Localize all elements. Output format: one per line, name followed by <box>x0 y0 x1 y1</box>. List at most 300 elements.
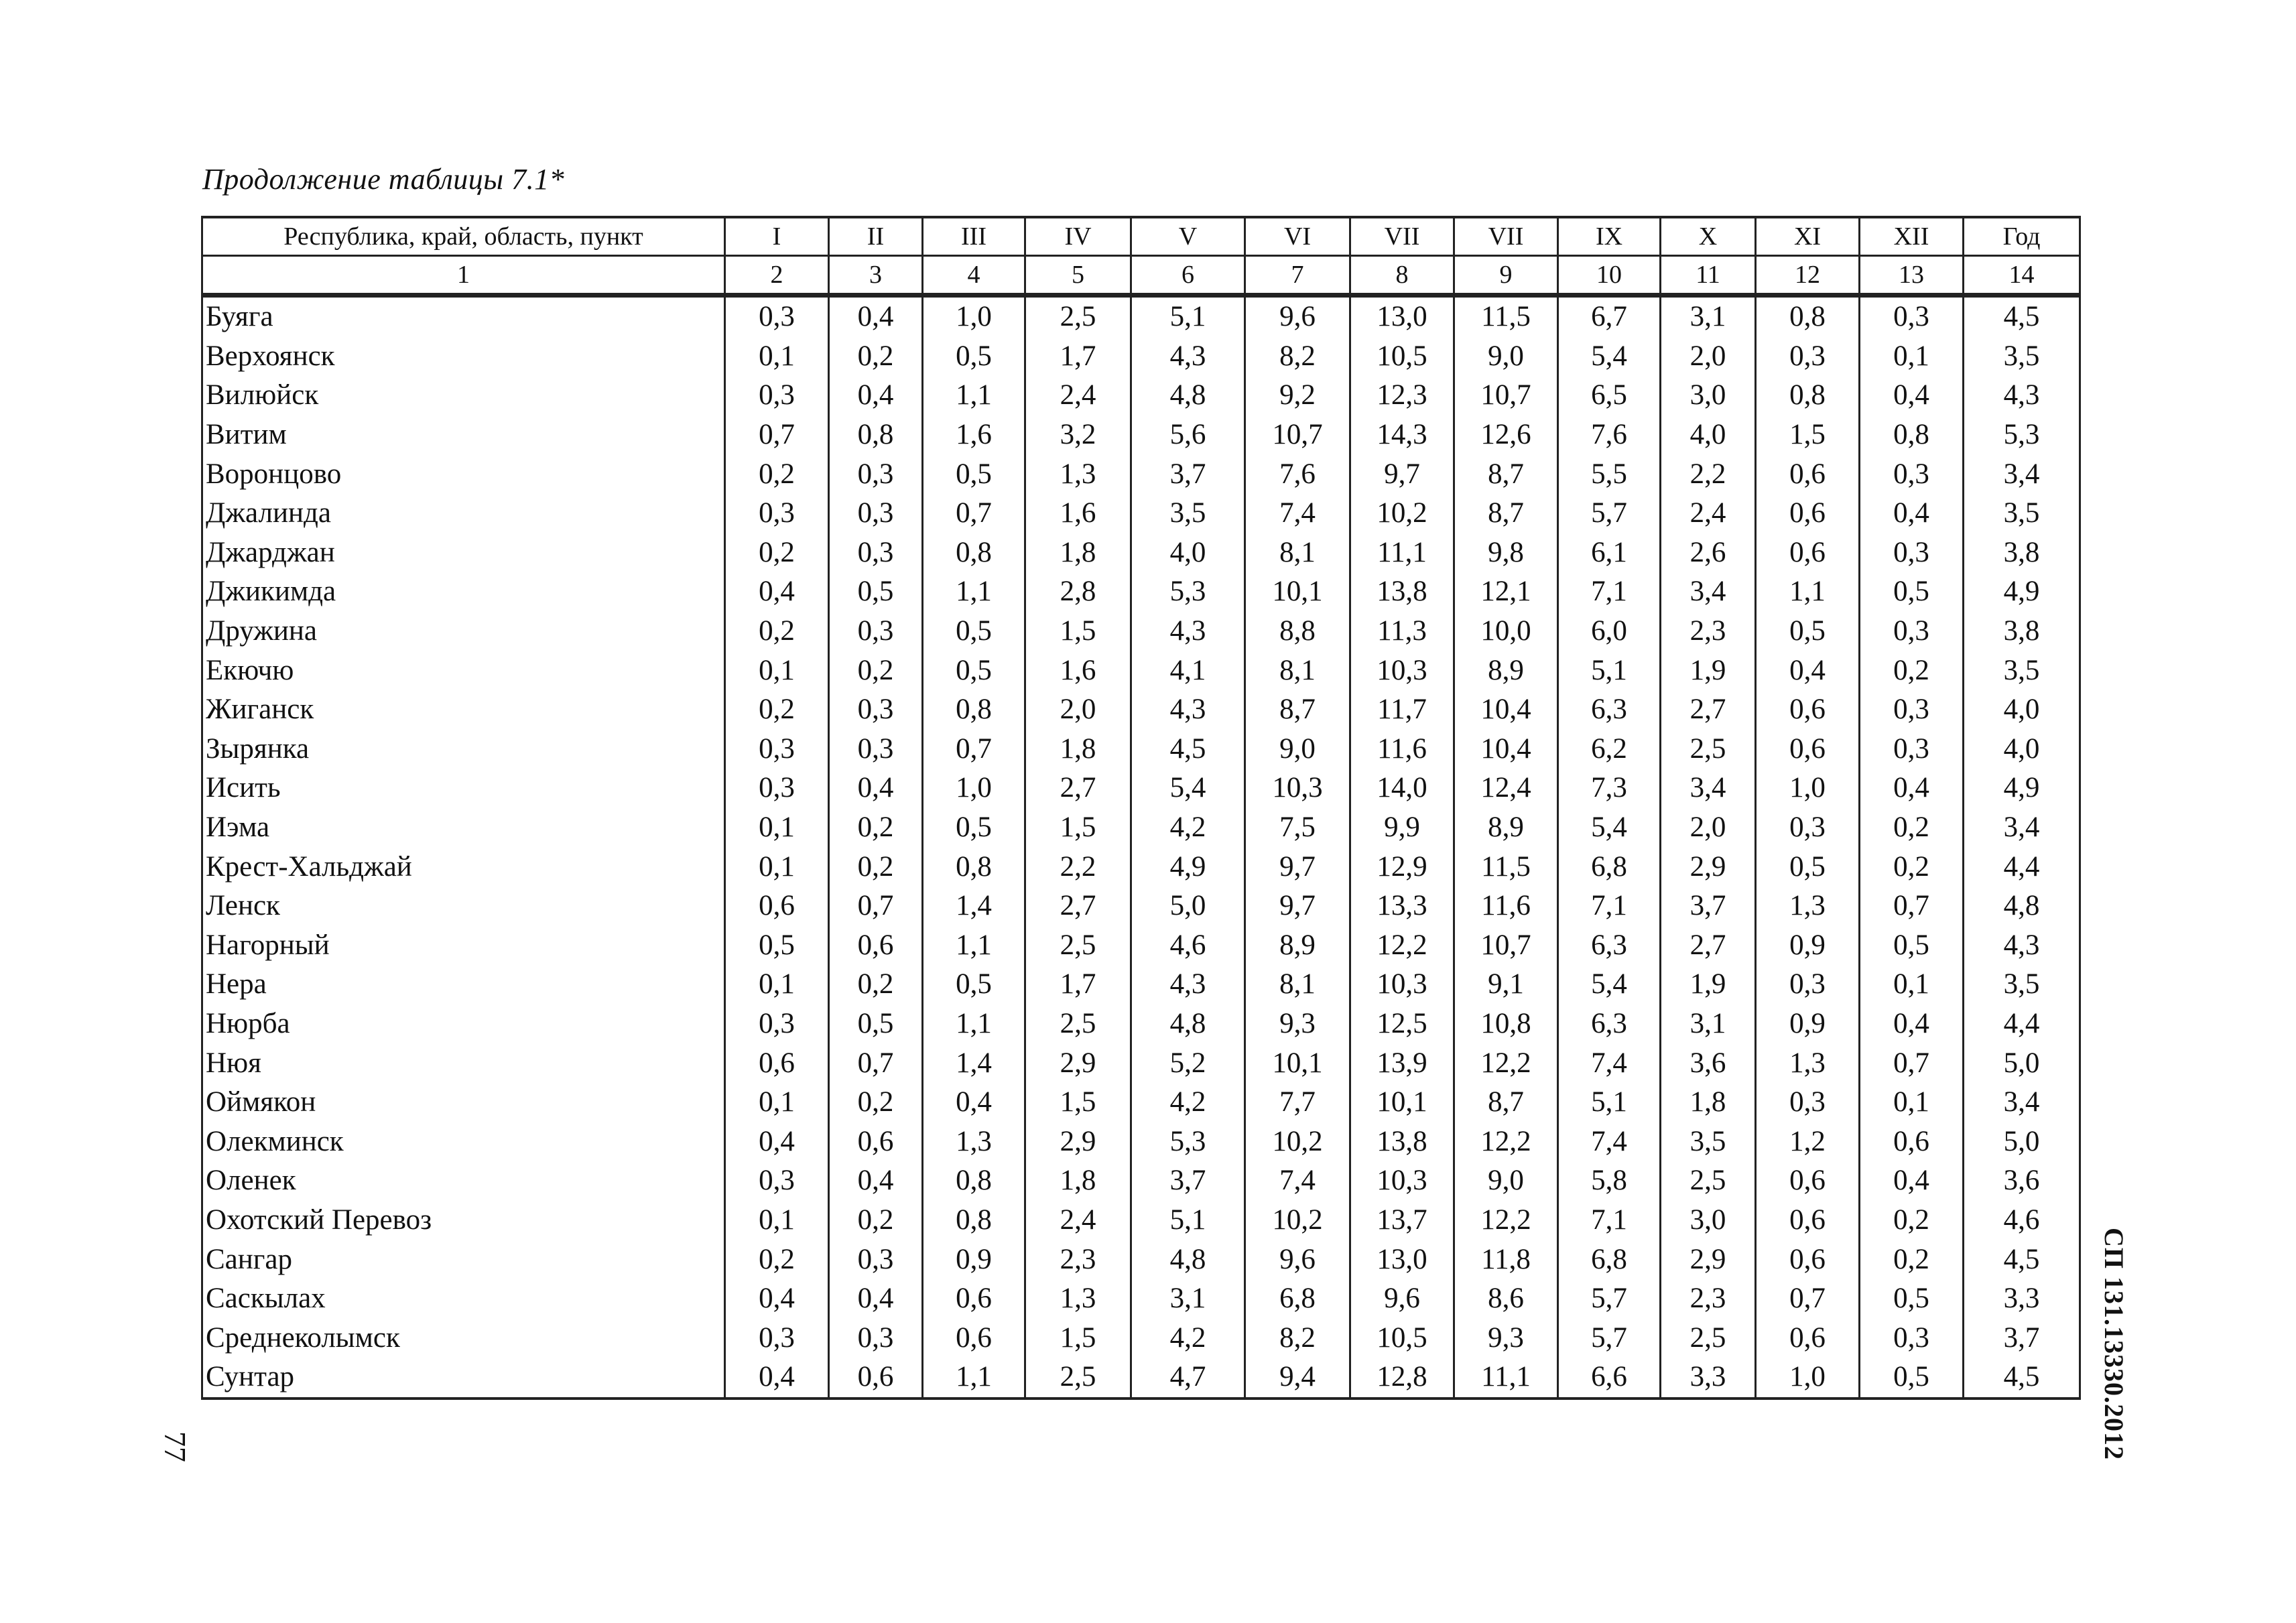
table-cell: 9,7 <box>1245 887 1350 926</box>
table-cell: 4,8 <box>1131 376 1245 415</box>
table-cell: 11,8 <box>1454 1240 1558 1279</box>
table-cell: 9,7 <box>1245 847 1350 887</box>
table-cell: 11,7 <box>1350 690 1454 730</box>
table-cell: 7,4 <box>1558 1122 1661 1161</box>
table-cell: 7,1 <box>1558 887 1661 926</box>
location-name: Сангар <box>202 1240 725 1279</box>
table-cell: 3,5 <box>1964 337 2080 377</box>
table-cell: 2,5 <box>1661 1161 1756 1201</box>
header-number-row <box>202 256 2080 296</box>
table-cell: 1,1 <box>923 926 1025 966</box>
table-cell: 0,4 <box>725 1279 829 1319</box>
table-cell: 5,1 <box>1131 1201 1245 1240</box>
location-name: Сунтар <box>202 1358 725 1399</box>
table-cell: 2,9 <box>1661 847 1756 887</box>
table-cell: 6,8 <box>1558 1240 1661 1279</box>
table-cell: 12,3 <box>1350 376 1454 415</box>
table-cell: 2,5 <box>1661 730 1756 769</box>
table-cell: 4,0 <box>1964 730 2080 769</box>
table-cell: 8,7 <box>1245 690 1350 730</box>
table-cell: 9,9 <box>1350 808 1454 848</box>
table-cell: 1,1 <box>923 1358 1025 1399</box>
location-name: Охотский Перевоз <box>202 1201 725 1240</box>
document-code: СП 131.13330.2012 <box>2099 1228 2129 1460</box>
table-cell: 0,3 <box>725 376 829 415</box>
table-cell: 0,5 <box>1860 572 1964 612</box>
table-cell: 0,3 <box>1860 296 1964 337</box>
table-cell: 9,7 <box>1350 454 1454 494</box>
table-cell: 2,0 <box>1661 808 1756 848</box>
table-row <box>202 1122 2080 1161</box>
table-cell: 6,7 <box>1558 296 1661 337</box>
column-number: 4 <box>923 256 1025 296</box>
column-header-month: V <box>1131 217 1245 256</box>
table-cell: 0,1 <box>725 808 829 848</box>
table-cell: 3,1 <box>1131 1279 1245 1319</box>
column-number: 9 <box>1454 256 1558 296</box>
table-cell: 0,4 <box>725 1358 829 1399</box>
column-header-month: X <box>1661 217 1756 256</box>
table-cell: 1,3 <box>1756 887 1860 926</box>
table-cell: 0,6 <box>1756 1240 1860 1279</box>
table-cell: 1,3 <box>923 1122 1025 1161</box>
table-cell: 0,8 <box>923 1161 1025 1201</box>
table-cell: 0,2 <box>829 1083 923 1122</box>
table-cell: 4,3 <box>1131 965 1245 1004</box>
table-cell: 3,5 <box>1964 494 2080 533</box>
table-cell: 0,3 <box>829 454 923 494</box>
table-row <box>202 415 2080 455</box>
location-name: Зырянка <box>202 730 725 769</box>
location-name: Верхоянск <box>202 337 725 377</box>
table-row <box>202 1201 2080 1240</box>
location-name: Ленск <box>202 887 725 926</box>
table-cell: 5,1 <box>1131 296 1245 337</box>
table-cell: 10,5 <box>1350 337 1454 377</box>
table-cell: 2,3 <box>1025 1240 1131 1279</box>
table-cell: 1,3 <box>1025 1279 1131 1319</box>
table-row <box>202 847 2080 887</box>
table-cell: 8,7 <box>1454 494 1558 533</box>
table-cell: 8,2 <box>1245 1318 1350 1358</box>
table-cell: 11,6 <box>1454 887 1558 926</box>
table-cell: 0,6 <box>1756 1318 1860 1358</box>
page-number: 77 <box>158 1431 192 1462</box>
table-cell: 4,3 <box>1964 926 2080 966</box>
table-cell: 3,2 <box>1025 415 1131 455</box>
table-cell: 0,2 <box>829 965 923 1004</box>
table-cell: 3,5 <box>1131 494 1245 533</box>
table-cell: 2,7 <box>1661 926 1756 966</box>
location-name: Среднеколымск <box>202 1318 725 1358</box>
table-cell: 0,6 <box>1860 1122 1964 1161</box>
table-cell: 11,1 <box>1454 1358 1558 1399</box>
table-cell: 10,3 <box>1350 651 1454 690</box>
table-cell: 0,7 <box>725 415 829 455</box>
table-cell: 0,6 <box>1756 1201 1860 1240</box>
table-cell: 1,5 <box>1025 1083 1131 1122</box>
table-cell: 4,5 <box>1964 1240 2080 1279</box>
table-cell: 4,8 <box>1964 887 2080 926</box>
table-cell: 5,4 <box>1131 769 1245 808</box>
table-cell: 0,6 <box>1756 730 1860 769</box>
table-cell: 12,9 <box>1350 847 1454 887</box>
table-cell: 3,1 <box>1661 296 1756 337</box>
table-cell: 0,5 <box>923 965 1025 1004</box>
table-cell: 8,9 <box>1245 926 1350 966</box>
table-cell: 14,3 <box>1350 415 1454 455</box>
table-cell: 0,4 <box>829 296 923 337</box>
location-name: Дружина <box>202 612 725 651</box>
table-row <box>202 376 2080 415</box>
table-cell: 4,0 <box>1661 415 1756 455</box>
table-cell: 0,2 <box>1860 847 1964 887</box>
table-cell: 7,1 <box>1558 572 1661 612</box>
column-number: 3 <box>829 256 923 296</box>
table-cell: 4,4 <box>1964 1004 2080 1044</box>
table-cell: 0,8 <box>923 690 1025 730</box>
table-cell: 2,9 <box>1025 1122 1131 1161</box>
table-row <box>202 1318 2080 1358</box>
table-row <box>202 887 2080 926</box>
table-cell: 5,2 <box>1131 1043 1245 1083</box>
location-name: Екючю <box>202 651 725 690</box>
table-cell: 0,4 <box>829 1161 923 1201</box>
table-cell: 5,0 <box>1964 1122 2080 1161</box>
column-header-month: II <box>829 217 923 256</box>
table-cell: 2,6 <box>1661 533 1756 573</box>
table-cell: 10,4 <box>1454 690 1558 730</box>
table-cell: 5,3 <box>1964 415 2080 455</box>
table-cell: 0,7 <box>829 1043 923 1083</box>
table-cell: 0,1 <box>1860 337 1964 377</box>
table-cell: 4,8 <box>1131 1240 1245 1279</box>
column-header-month: XI <box>1756 217 1860 256</box>
table-cell: 9,3 <box>1454 1318 1558 1358</box>
table-cell: 3,7 <box>1964 1318 2080 1358</box>
table-row <box>202 494 2080 533</box>
table-row <box>202 533 2080 573</box>
column-header-month: Год <box>1964 217 2080 256</box>
table-cell: 0,2 <box>725 690 829 730</box>
table-cell: 0,5 <box>923 651 1025 690</box>
table-cell: 4,0 <box>1131 533 1245 573</box>
column-number: 10 <box>1558 256 1661 296</box>
table-cell: 0,1 <box>725 337 829 377</box>
table-cell: 3,5 <box>1964 965 2080 1004</box>
table-cell: 0,6 <box>1756 454 1860 494</box>
table-cell: 6,3 <box>1558 690 1661 730</box>
table-cell: 0,2 <box>1860 1240 1964 1279</box>
table-cell: 8,7 <box>1454 454 1558 494</box>
location-name: Жиганск <box>202 690 725 730</box>
table-cell: 10,3 <box>1350 965 1454 1004</box>
table-cell: 1,5 <box>1025 808 1131 848</box>
location-name: Олекминск <box>202 1122 725 1161</box>
table-cell: 8,9 <box>1454 808 1558 848</box>
table-row <box>202 1161 2080 1201</box>
table-cell: 1,9 <box>1661 965 1756 1004</box>
table-cell: 3,4 <box>1964 454 2080 494</box>
table-cell: 0,9 <box>1756 1004 1860 1044</box>
table-cell: 0,5 <box>923 808 1025 848</box>
table-cell: 2,2 <box>1025 847 1131 887</box>
location-name: Оймякон <box>202 1083 725 1122</box>
table-cell: 10,1 <box>1245 572 1350 612</box>
table-cell: 13,0 <box>1350 296 1454 337</box>
table-cell: 1,5 <box>1756 415 1860 455</box>
table-cell: 10,0 <box>1454 612 1558 651</box>
table-cell: 0,2 <box>1860 808 1964 848</box>
table-cell: 0,5 <box>725 926 829 966</box>
table-cell: 7,6 <box>1245 454 1350 494</box>
column-number: 1 <box>202 256 725 296</box>
table-cell: 12,1 <box>1454 572 1558 612</box>
column-header-month: IV <box>1025 217 1131 256</box>
table-cell: 0,6 <box>923 1318 1025 1358</box>
table-cell: 0,4 <box>725 572 829 612</box>
table-row <box>202 690 2080 730</box>
table-cell: 1,5 <box>1025 612 1131 651</box>
table-cell: 0,6 <box>1756 533 1860 573</box>
table-cell: 4,7 <box>1131 1358 1245 1399</box>
table-cell: 0,3 <box>829 1318 923 1358</box>
table-cell: 5,6 <box>1131 415 1245 455</box>
table-cell: 12,2 <box>1454 1043 1558 1083</box>
table-cell: 4,2 <box>1131 1083 1245 1122</box>
table-cell: 1,3 <box>1025 454 1131 494</box>
table-cell: 4,9 <box>1131 847 1245 887</box>
table-cell: 11,6 <box>1350 730 1454 769</box>
table-cell: 9,0 <box>1454 1161 1558 1201</box>
table-cell: 0,7 <box>923 494 1025 533</box>
table-cell: 5,3 <box>1131 572 1245 612</box>
table-cell: 9,1 <box>1454 965 1558 1004</box>
table-cell: 0,5 <box>829 572 923 612</box>
location-name: Нагорный <box>202 926 725 966</box>
table-cell: 4,3 <box>1131 337 1245 377</box>
table-cell: 13,7 <box>1350 1201 1454 1240</box>
table-cell: 0,3 <box>1860 1318 1964 1358</box>
table-cell: 2,0 <box>1661 337 1756 377</box>
table-cell: 0,1 <box>725 651 829 690</box>
table-cell: 3,4 <box>1661 769 1756 808</box>
table-cell: 8,9 <box>1454 651 1558 690</box>
location-name: Джарджан <box>202 533 725 573</box>
table-cell: 0,6 <box>923 1279 1025 1319</box>
table-cell: 9,4 <box>1245 1358 1350 1399</box>
table-cell: 6,2 <box>1558 730 1661 769</box>
table-cell: 10,8 <box>1454 1004 1558 1044</box>
table-cell: 10,5 <box>1350 1318 1454 1358</box>
table-cell: 10,2 <box>1245 1122 1350 1161</box>
table-cell: 10,3 <box>1245 769 1350 808</box>
location-name: Крест-Хальджай <box>202 847 725 887</box>
table-cell: 0,2 <box>725 454 829 494</box>
column-number: 2 <box>725 256 829 296</box>
table-row <box>202 965 2080 1004</box>
table-cell: 0,3 <box>1860 730 1964 769</box>
table-cell: 9,0 <box>1454 337 1558 377</box>
table-cell: 2,8 <box>1025 572 1131 612</box>
table-cell: 0,7 <box>923 730 1025 769</box>
table-cell: 3,0 <box>1661 1201 1756 1240</box>
column-header-month: I <box>725 217 829 256</box>
table-row <box>202 454 2080 494</box>
table-cell: 3,7 <box>1131 454 1245 494</box>
table-cell: 0,9 <box>923 1240 1025 1279</box>
column-header-month: III <box>923 217 1025 256</box>
column-number: 13 <box>1860 256 1964 296</box>
table-cell: 2,5 <box>1025 296 1131 337</box>
table-cell: 0,5 <box>1860 1279 1964 1319</box>
table-cell: 2,3 <box>1661 1279 1756 1319</box>
table-cell: 0,7 <box>829 887 923 926</box>
column-header-month: VI <box>1245 217 1350 256</box>
table-row <box>202 296 2080 337</box>
table-cell: 5,1 <box>1558 651 1661 690</box>
table-cell: 6,0 <box>1558 612 1661 651</box>
table-cell: 9,8 <box>1454 533 1558 573</box>
table-cell: 0,4 <box>923 1083 1025 1122</box>
table-cell: 13,3 <box>1350 887 1454 926</box>
location-name: Вилюйск <box>202 376 725 415</box>
location-name: Джикимда <box>202 572 725 612</box>
location-name: Нюрба <box>202 1004 725 1044</box>
table-cell: 0,3 <box>829 690 923 730</box>
table-cell: 5,7 <box>1558 494 1661 533</box>
table-cell: 0,4 <box>1756 651 1860 690</box>
table-cell: 10,7 <box>1454 376 1558 415</box>
table-cell: 0,2 <box>725 1240 829 1279</box>
table-cell: 0,3 <box>725 769 829 808</box>
table-cell: 0,5 <box>923 612 1025 651</box>
table-cell: 2,0 <box>1025 690 1131 730</box>
table-cell: 1,7 <box>1025 337 1131 377</box>
table-row <box>202 651 2080 690</box>
table-cell: 1,0 <box>1756 769 1860 808</box>
table-cell: 6,1 <box>1558 533 1661 573</box>
table-cell: 8,6 <box>1454 1279 1558 1319</box>
table-cell: 13,0 <box>1350 1240 1454 1279</box>
table-cell: 9,3 <box>1245 1004 1350 1044</box>
table-cell: 14,0 <box>1350 769 1454 808</box>
table-cell: 4,9 <box>1964 572 2080 612</box>
table-row <box>202 808 2080 848</box>
table-cell: 7,7 <box>1245 1083 1350 1122</box>
table-cell: 8,8 <box>1245 612 1350 651</box>
table-cell: 0,5 <box>829 1004 923 1044</box>
table-cell: 12,5 <box>1350 1004 1454 1044</box>
table-cell: 0,8 <box>1756 296 1860 337</box>
table-cell: 1,8 <box>1661 1083 1756 1122</box>
table-cell: 7,5 <box>1245 808 1350 848</box>
table-cell: 5,1 <box>1558 1083 1661 1122</box>
table-cell: 0,3 <box>725 1161 829 1201</box>
table-cell: 7,4 <box>1245 494 1350 533</box>
table-cell: 5,8 <box>1558 1161 1661 1201</box>
table-cell: 3,3 <box>1661 1358 1756 1399</box>
table-cell: 12,2 <box>1454 1201 1558 1240</box>
table-cell: 4,5 <box>1131 730 1245 769</box>
column-number: 11 <box>1661 256 1756 296</box>
table-cell: 4,3 <box>1131 690 1245 730</box>
table-cell: 1,9 <box>1661 651 1756 690</box>
table-cell: 0,4 <box>1860 769 1964 808</box>
table-cell: 6,5 <box>1558 376 1661 415</box>
table-cell: 1,6 <box>1025 651 1131 690</box>
column-header-month: VII <box>1350 217 1454 256</box>
table-cell: 11,1 <box>1350 533 1454 573</box>
table-cell: 10,4 <box>1454 730 1558 769</box>
table-cell: 0,3 <box>1756 1083 1860 1122</box>
table-cell: 4,8 <box>1131 1004 1245 1044</box>
table-cell: 2,5 <box>1661 1318 1756 1358</box>
table-cell: 0,3 <box>725 296 829 337</box>
table-cell: 3,5 <box>1661 1122 1756 1161</box>
table-cell: 11,3 <box>1350 612 1454 651</box>
table-cell: 0,2 <box>1860 651 1964 690</box>
table-cell: 0,6 <box>725 887 829 926</box>
table-cell: 2,5 <box>1025 1004 1131 1044</box>
table-cell: 9,6 <box>1245 1240 1350 1279</box>
table-cell: 0,3 <box>829 612 923 651</box>
table-cell: 0,6 <box>725 1043 829 1083</box>
table-cell: 0,3 <box>829 533 923 573</box>
table-cell: 0,8 <box>1860 415 1964 455</box>
column-number: 14 <box>1964 256 2080 296</box>
table-cell: 5,7 <box>1558 1279 1661 1319</box>
table-cell: 0,2 <box>829 337 923 377</box>
table-cell: 1,6 <box>1025 494 1131 533</box>
table-cell: 0,7 <box>1860 887 1964 926</box>
table-row <box>202 337 2080 377</box>
table-cell: 9,2 <box>1245 376 1350 415</box>
table-cell: 0,2 <box>829 651 923 690</box>
table-cell: 6,6 <box>1558 1358 1661 1399</box>
table-cell: 8,2 <box>1245 337 1350 377</box>
table-cell: 0,5 <box>1756 612 1860 651</box>
table-caption: Продолжение таблицы 7.1* <box>202 163 565 196</box>
table-cell: 1,4 <box>923 887 1025 926</box>
table-cell: 4,0 <box>1964 690 2080 730</box>
table-cell: 0,3 <box>1756 808 1860 848</box>
table-cell: 1,8 <box>1025 1161 1131 1201</box>
table-cell: 0,9 <box>1756 926 1860 966</box>
table-cell: 0,3 <box>725 494 829 533</box>
table-cell: 0,1 <box>1860 965 1964 1004</box>
table-cell: 7,4 <box>1558 1043 1661 1083</box>
table-cell: 0,3 <box>725 1318 829 1358</box>
column-number: 7 <box>1245 256 1350 296</box>
table-cell: 0,6 <box>1756 494 1860 533</box>
table-cell: 9,6 <box>1245 296 1350 337</box>
table-cell: 1,5 <box>1025 1318 1131 1358</box>
table-cell: 6,3 <box>1558 1004 1661 1044</box>
table-cell: 2,9 <box>1025 1043 1131 1083</box>
table-cell: 5,0 <box>1964 1043 2080 1083</box>
table-cell: 10,1 <box>1245 1043 1350 1083</box>
header-title-row <box>202 217 2080 256</box>
table-cell: 0,4 <box>1860 376 1964 415</box>
table-cell: 0,3 <box>1860 612 1964 651</box>
table-cell: 2,4 <box>1661 494 1756 533</box>
table-cell: 0,2 <box>829 847 923 887</box>
table-cell: 0,3 <box>829 494 923 533</box>
table-cell: 0,3 <box>1860 454 1964 494</box>
table-cell: 0,5 <box>1860 1358 1964 1399</box>
table-cell: 0,3 <box>1860 533 1964 573</box>
